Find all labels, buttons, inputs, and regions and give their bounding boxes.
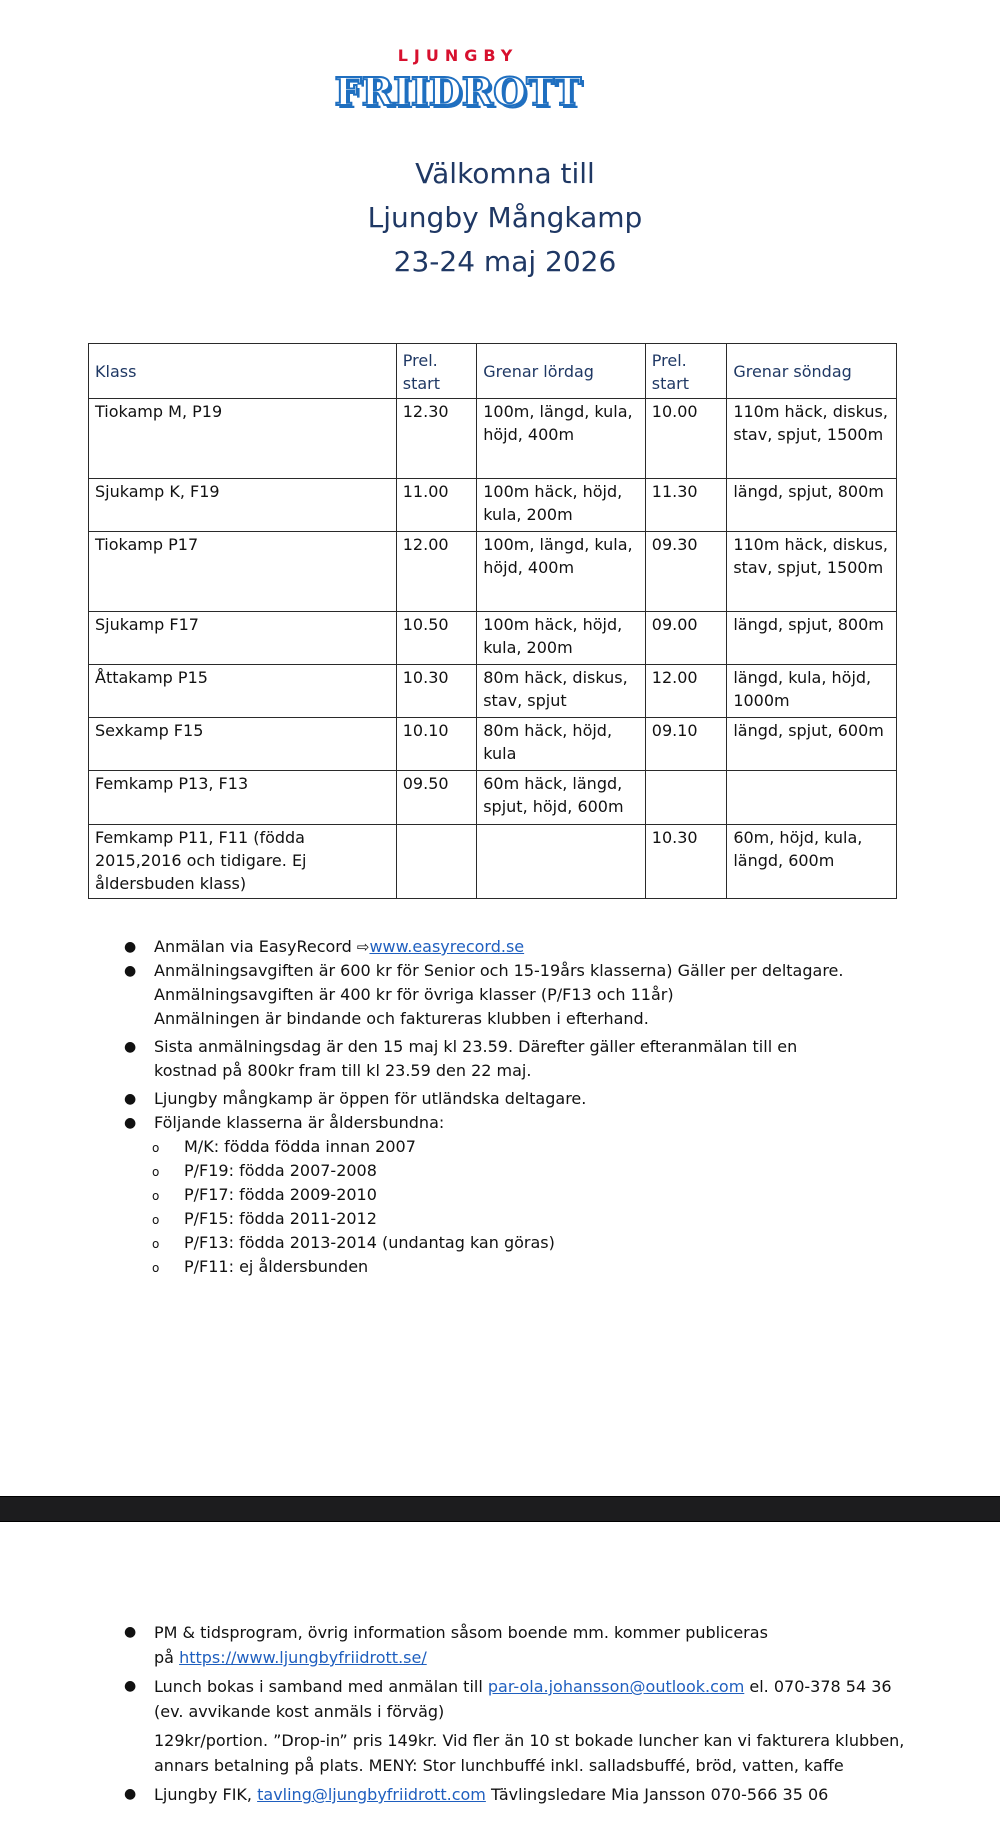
cell-grenar-sondag: längd, kula, höjd, 1000m: [727, 665, 897, 718]
title-line-1: Välkomna till: [415, 157, 595, 190]
cell-grenar-sondag: längd, spjut, 800m: [727, 612, 897, 665]
age-list-text: P/F11: ej åldersbunden: [184, 1257, 369, 1276]
cell-prel-start-saturday: [396, 825, 476, 899]
cell-grenar-sondag: 110m häck, diskus, stav, spjut, 1500m: [727, 532, 897, 612]
lunch-line-4: annars betalning på plats. MENY: Stor lunchbuffé inkl. salladsbuffé, bröd, vatten, kaffe: [154, 1756, 844, 1775]
contact-suffix: Tävlingsledare Mia Jansson 070-566 35 06: [490, 1785, 829, 1804]
header-prel-start-sunday: Prel. start: [645, 344, 727, 399]
list-item-age-classes: [118, 1111, 978, 1135]
age-heading: Följande klasserna är åldersbundna:: [154, 1113, 445, 1132]
bullet-icon: ●: [124, 1039, 137, 1055]
cell-prel-start-saturday: 09.50: [396, 771, 476, 825]
table-row: [89, 532, 897, 612]
age-list-text: P/F17: födda 2009-2010: [184, 1185, 377, 1204]
schedule-table: [88, 343, 897, 899]
hollow-bullet-icon: o: [152, 1141, 160, 1155]
cell-prel-start-sunday: 09.30: [645, 532, 727, 612]
pm-line-1: PM & tidsprogram, övrig information såsom boende mm. kommer publiceras: [154, 1623, 768, 1642]
cell-prel-start-sunday: 10.00: [645, 399, 727, 479]
bullet-icon: ●: [124, 1624, 137, 1640]
age-list-item: [118, 1159, 978, 1183]
cell-klass: Sjukamp K, F19: [89, 479, 397, 532]
lunch-email-link[interactable]: par-ola.johansson@outlook.com: [487, 1677, 745, 1696]
cell-klass: Tiokamp P17: [89, 532, 397, 612]
pm-prefix: på: [154, 1648, 174, 1667]
bullet-icon: ●: [124, 963, 137, 979]
age-list-text: P/F19: födda 2007-2008: [184, 1161, 377, 1180]
fee-line-3: Anmälningen är bindande och faktureras klubben i efterhand.: [154, 1009, 649, 1028]
bullet-icon: ●: [124, 1786, 137, 1802]
bullet-icon: ●: [124, 939, 137, 955]
age-list-item: [118, 1255, 978, 1279]
cell-grenar-lordag: [477, 825, 646, 899]
hollow-bullet-icon: o: [152, 1261, 160, 1275]
table-row: [89, 825, 897, 899]
info-list: [118, 935, 978, 1279]
page-title: [0, 152, 1000, 284]
cell-klass: Åttakamp P15: [89, 665, 397, 718]
title-line-2: Ljungby Mångkamp: [367, 201, 643, 234]
cell-grenar-sondag: längd, spjut, 800m: [727, 479, 897, 532]
age-list-text: P/F15: födda 2011-2012: [184, 1209, 377, 1228]
cell-prel-start-saturday: 10.10: [396, 718, 476, 771]
list-item-pm: [118, 1620, 998, 1670]
fee-line-2: Anmälningsavgiften är 400 kr för övriga klasser (P/F13 och 11år): [154, 985, 674, 1004]
cell-klass: Femkamp P11, F11 (födda 2015,2016 och tidigare. Ej åldersbuden klass): [89, 825, 397, 899]
header-klass: Klass: [89, 344, 397, 399]
cell-grenar-lordag: 100m, längd, kula, höjd, 400m: [477, 532, 646, 612]
outlined-right-arrow-icon: ⇨: [356, 938, 370, 956]
deadline-line-1: Sista anmälningsdag är den 15 maj kl 23.59. Därefter gäller efteranmälan till en: [154, 1037, 798, 1056]
list-item-lunch: [118, 1674, 998, 1778]
logo-main-text: FRIIDROTT: [334, 69, 582, 114]
lunch-phone: el. 070-378 54 36: [749, 1677, 892, 1696]
deadline-line-2: kostnad på 800kr fram till kl 23.59 den 22 maj.: [154, 1061, 532, 1080]
cell-prel-start-sunday: 10.30: [645, 825, 727, 899]
list-item-foreign: [118, 1087, 978, 1111]
table-row: [89, 665, 897, 718]
cell-prel-start-sunday: 11.30: [645, 479, 727, 532]
header-grenar-sondag: Grenar söndag: [727, 344, 897, 399]
ljungbyfriidrott-website-link[interactable]: https://www.ljungbyfriidrott.se/: [179, 1648, 427, 1667]
lunch-prefix: Lunch bokas i samband med anmälan till: [154, 1677, 483, 1696]
list-item-contact: [118, 1782, 998, 1807]
cell-prel-start-saturday: 12.30: [396, 399, 476, 479]
table-row: [89, 612, 897, 665]
cell-klass: Femkamp P13, F13: [89, 771, 397, 825]
cell-grenar-lordag: 100m, längd, kula, höjd, 400m: [477, 399, 646, 479]
list-item-deadline: [118, 1035, 978, 1083]
table-row: [89, 399, 897, 479]
cell-prel-start-saturday: 10.30: [396, 665, 476, 718]
bullet-icon: ●: [124, 1091, 137, 1107]
bullet-icon: ●: [124, 1115, 137, 1131]
cell-prel-start-sunday: 09.00: [645, 612, 727, 665]
list-item-registration: [118, 935, 978, 959]
age-list-item: [118, 1231, 978, 1255]
page-separator-bar: [0, 1496, 1000, 1522]
cell-grenar-lordag: 80m häck, diskus, stav, spjut: [477, 665, 646, 718]
age-list-item: [118, 1183, 978, 1207]
cell-grenar-sondag: längd, spjut, 600m: [727, 718, 897, 771]
lunch-line-3: 129kr/portion. ”Drop-in” pris 149kr. Vid fler än 10 st bokade luncher kan vi fakturera klubben,: [154, 1731, 905, 1750]
fee-line-1: Anmälningsavgiften är 600 kr för Senior och 15-19års klasserna) Gäller per deltagare.: [154, 961, 844, 980]
cell-grenar-lordag: 100m häck, höjd, kula, 200m: [477, 479, 646, 532]
easyrecord-link[interactable]: www.easyrecord.se: [369, 937, 525, 956]
cell-prel-start-saturday: 10.50: [396, 612, 476, 665]
cell-grenar-sondag: [727, 771, 897, 825]
age-sublist: [118, 1135, 978, 1279]
bullet-icon: ●: [124, 1678, 137, 1694]
cell-klass: Sjukamp F17: [89, 612, 397, 665]
table-row: [89, 718, 897, 771]
hollow-bullet-icon: o: [152, 1237, 160, 1251]
hollow-bullet-icon: o: [152, 1213, 160, 1227]
hollow-bullet-icon: o: [152, 1165, 160, 1179]
table-row: [89, 771, 897, 825]
cell-grenar-sondag: 60m, höjd, kula, längd, 600m: [727, 825, 897, 899]
ljungby-friidrott-logo: [333, 46, 583, 118]
footer-info-list: [118, 1620, 998, 1807]
lunch-line-2: (ev. avvikande kost anmäls i förväg): [154, 1702, 445, 1721]
table-header-row: [89, 344, 897, 399]
cell-prel-start-sunday: 12.00: [645, 665, 727, 718]
registration-text: Anmälan via EasyRecord: [154, 937, 352, 956]
cell-prel-start-sunday: [645, 771, 727, 825]
title-line-3: 23-24 maj 2026: [393, 245, 617, 278]
age-list-text: P/F13: födda 2013-2014 (undantag kan göras): [184, 1233, 555, 1252]
logo-top-text: LJUNGBY: [397, 46, 519, 65]
age-list-text: M/K: födda födda innan 2007: [184, 1137, 416, 1156]
contact-prefix: Ljungby FIK,: [154, 1785, 253, 1804]
cell-grenar-sondag: 110m häck, diskus, stav, spjut, 1500m: [727, 399, 897, 479]
cell-klass: Tiokamp M, P19: [89, 399, 397, 479]
cell-grenar-lordag: 80m häck, höjd, kula: [477, 718, 646, 771]
cell-grenar-lordag: 60m häck, längd, spjut, höjd, 600m: [477, 771, 646, 825]
header-prel-start-saturday: Prel. start: [396, 344, 476, 399]
hollow-bullet-icon: o: [152, 1189, 160, 1203]
cell-grenar-lordag: 100m häck, höjd, kula, 200m: [477, 612, 646, 665]
cell-prel-start-sunday: 09.10: [645, 718, 727, 771]
table-row: [89, 479, 897, 532]
cell-prel-start-saturday: 11.00: [396, 479, 476, 532]
age-list-item: [118, 1135, 978, 1159]
cell-prel-start-saturday: 12.00: [396, 532, 476, 612]
list-item-fees: [118, 959, 978, 1031]
contact-email-link[interactable]: tavling@ljungbyfriidrott.com: [257, 1785, 486, 1804]
age-list-item: [118, 1207, 978, 1231]
header-grenar-lordag: Grenar lördag: [477, 344, 646, 399]
cell-klass: Sexkamp F15: [89, 718, 397, 771]
foreign-text: Ljungby mångkamp är öppen för utländska deltagare.: [154, 1089, 587, 1108]
